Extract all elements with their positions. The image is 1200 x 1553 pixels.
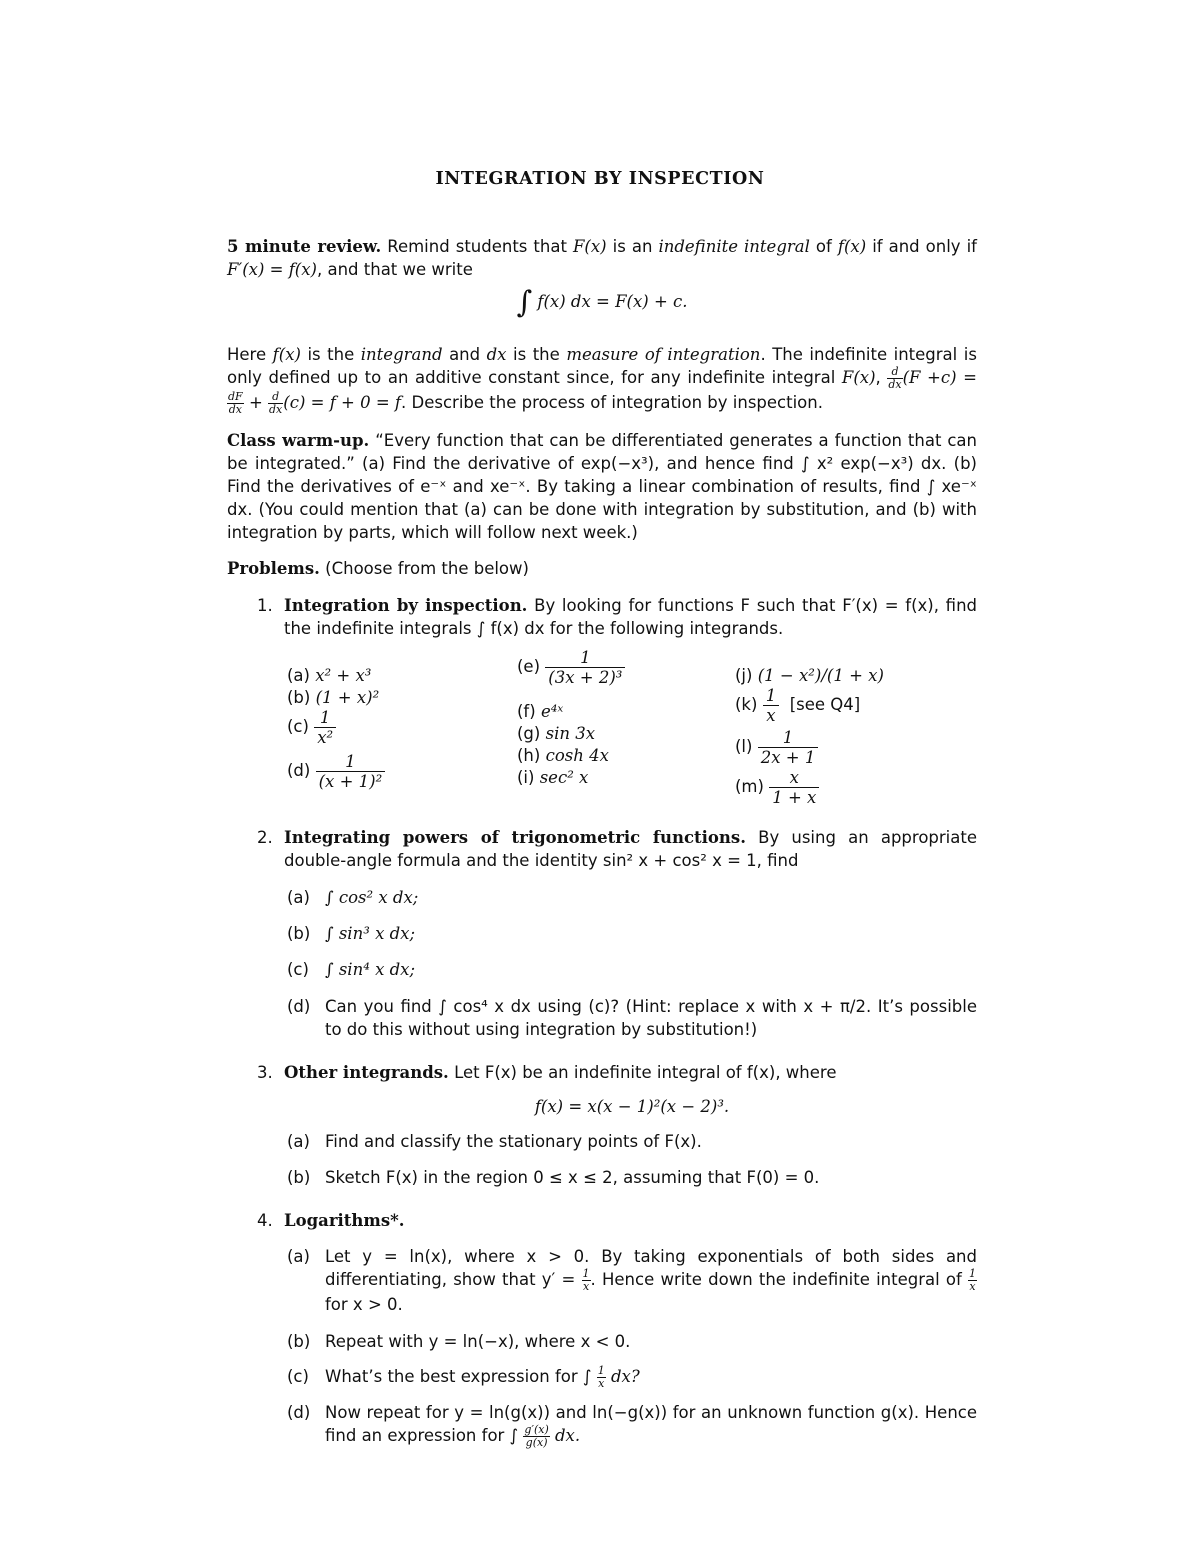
problems-header: Problems. (Choose from the below) (227, 559, 529, 578)
integrand-l: (l) $\frac{1}{2x + 1}$ (735, 728, 818, 767)
integrand-a: (a) x² + x³ (287, 666, 372, 685)
problem-2d: (d) Can you find ∫ cos⁴ x dx using (c)? (Hint: replace x with x + π/2. It’s possible to do this without using integration by substitution!) (287, 997, 977, 1039)
problems-heading: Problems. (227, 559, 320, 578)
problem-1: 1. Integration by inspection. By looking for functions F such that F′(x) = f(x), find the indefinite integrals ∫ f(x) dx for the following integrands. (257, 596, 977, 638)
integrand-grid (287, 648, 977, 818)
integrand-j: (j) (1 − x²)/(1 + x) (735, 666, 884, 685)
integrand-e: (e) $\frac{1}{\text{(3x + 2)³}}$ (517, 648, 625, 687)
warmup-heading: Class warm-up. (227, 431, 370, 450)
integrand-i: (i) sec² x (517, 768, 589, 787)
review-heading: 5 minute review. (227, 237, 382, 256)
dF-dx-fraction: $\frac{dF}{dx}$ (228, 390, 243, 416)
d-dx-fraction-2: $\frac{d}{dx}$ (269, 390, 283, 416)
problem-4c: (c) What’s the best expression for ∫ $\frac{1}{x}$ dx? (287, 1364, 640, 1390)
problem-2c: (c) ∫ sin⁴ x dx; (287, 960, 416, 979)
integrand-m: (m) $\frac{x}{1 + x}$ (735, 768, 819, 807)
integrand-h: (h) cosh 4x (517, 746, 609, 765)
review-paragraph-2: Here f(x) is the integrand and dx is the measure of integration. The indefinite integral is only defined up to an additive constant since, for any indefinite integral F(x), $\frac{d}{dx}$ (F +c) = $\frac{dF}{dx}$ + $\frac{d}{dx}$ (c) = f + 0 = f. Describe the process of integration by inspection. (227, 345, 977, 416)
problem-3b: (b) Sketch F(x) in the region 0 ≤ x ≤ 2, assuming that F(0) = 0. (287, 1168, 820, 1187)
problem-4: 4. Logarithms*. (257, 1211, 405, 1230)
integral-definition-equation: ∫ f(x) dx = F(x) + c. (516, 285, 688, 320)
integrand-k: (k) $\frac{1}{x}$ [see Q4] (735, 686, 861, 725)
problem-4d: (d) Now repeat for y = ln(g(x)) and ln(−g(x)) for an unknown function g(x). Hence find an expression for ∫ $\frac{g'(x)}{g(x)}$ dx. (287, 1403, 977, 1449)
warmup-paragraph: Class warm-up. “Every function that can be differentiated generates a function that can be integrated.” (a) Find the derivative of exp(−x³), and hence find ∫ x² exp(−x³) dx. (b) Find the derivatives of e⁻ˣ and xe⁻ˣ. By taking a linear combination of results, find ∫ xe⁻ˣ dx. (You could mention that (a) can be done with integration by substitution, and (b) with integration by parts, which will follow next week.) (227, 431, 978, 542)
problem-3-equation: f(x) = x(x − 1)²(x − 2)³. (534, 1097, 730, 1116)
problem-3-heading: Other integrands. (284, 1063, 449, 1082)
integrand-d: (d) $\frac{1}{\text{(x + 1)²}}$ (287, 752, 385, 791)
problem-4-heading: Logarithms*. (284, 1211, 405, 1230)
d-dx-fraction: $\frac{d}{dx}$ (888, 365, 902, 391)
problem-2b: (b) ∫ sin³ x dx; (287, 924, 416, 943)
problem-4a: (a) Let y = ln(x), where x > 0. By taking exponentials of both sides and differentiating, show that y′ = $\frac{1}{x}$ . Hence write down the indefinite integral of $\frac{1}{x}$ for x > 0. (287, 1247, 977, 1314)
page-title: INTEGRATION BY INSPECTION (435, 169, 765, 189)
problem-2: 2. Integrating powers of trigonometric functions. By using an appropriate double-angle formula and the identity sin² x + cos² x = 1, find (257, 828, 977, 870)
integrand-b: (b) (1 + x)² (287, 688, 380, 707)
problem-3a: (a) Find and classify the stationary points of F(x). (287, 1132, 702, 1151)
problem-1-heading: Integration by inspection. (284, 596, 528, 615)
problem-2-heading: Integrating powers of trigonometric functions. (284, 828, 746, 847)
problem-4b: (b) Repeat with y = ln(−x), where x < 0. (287, 1332, 631, 1351)
integrand-c: (c) $\frac{1}{\text{x²}}$ (287, 708, 336, 747)
problem-3: 3. Other integrands. Let F(x) be an indefinite integral of f(x), where (257, 1063, 837, 1082)
integrand-f: (f) e⁴ˣ (517, 702, 564, 721)
review-paragraph: 5 minute review. Remind students that F(x) is an indefinite integral of f(x) if and only if F′(x) = f(x), and that we write (227, 237, 977, 279)
problem-2a: (a) ∫ cos² x dx; (287, 888, 419, 907)
integrand-g: (g) sin 3x (517, 724, 596, 743)
